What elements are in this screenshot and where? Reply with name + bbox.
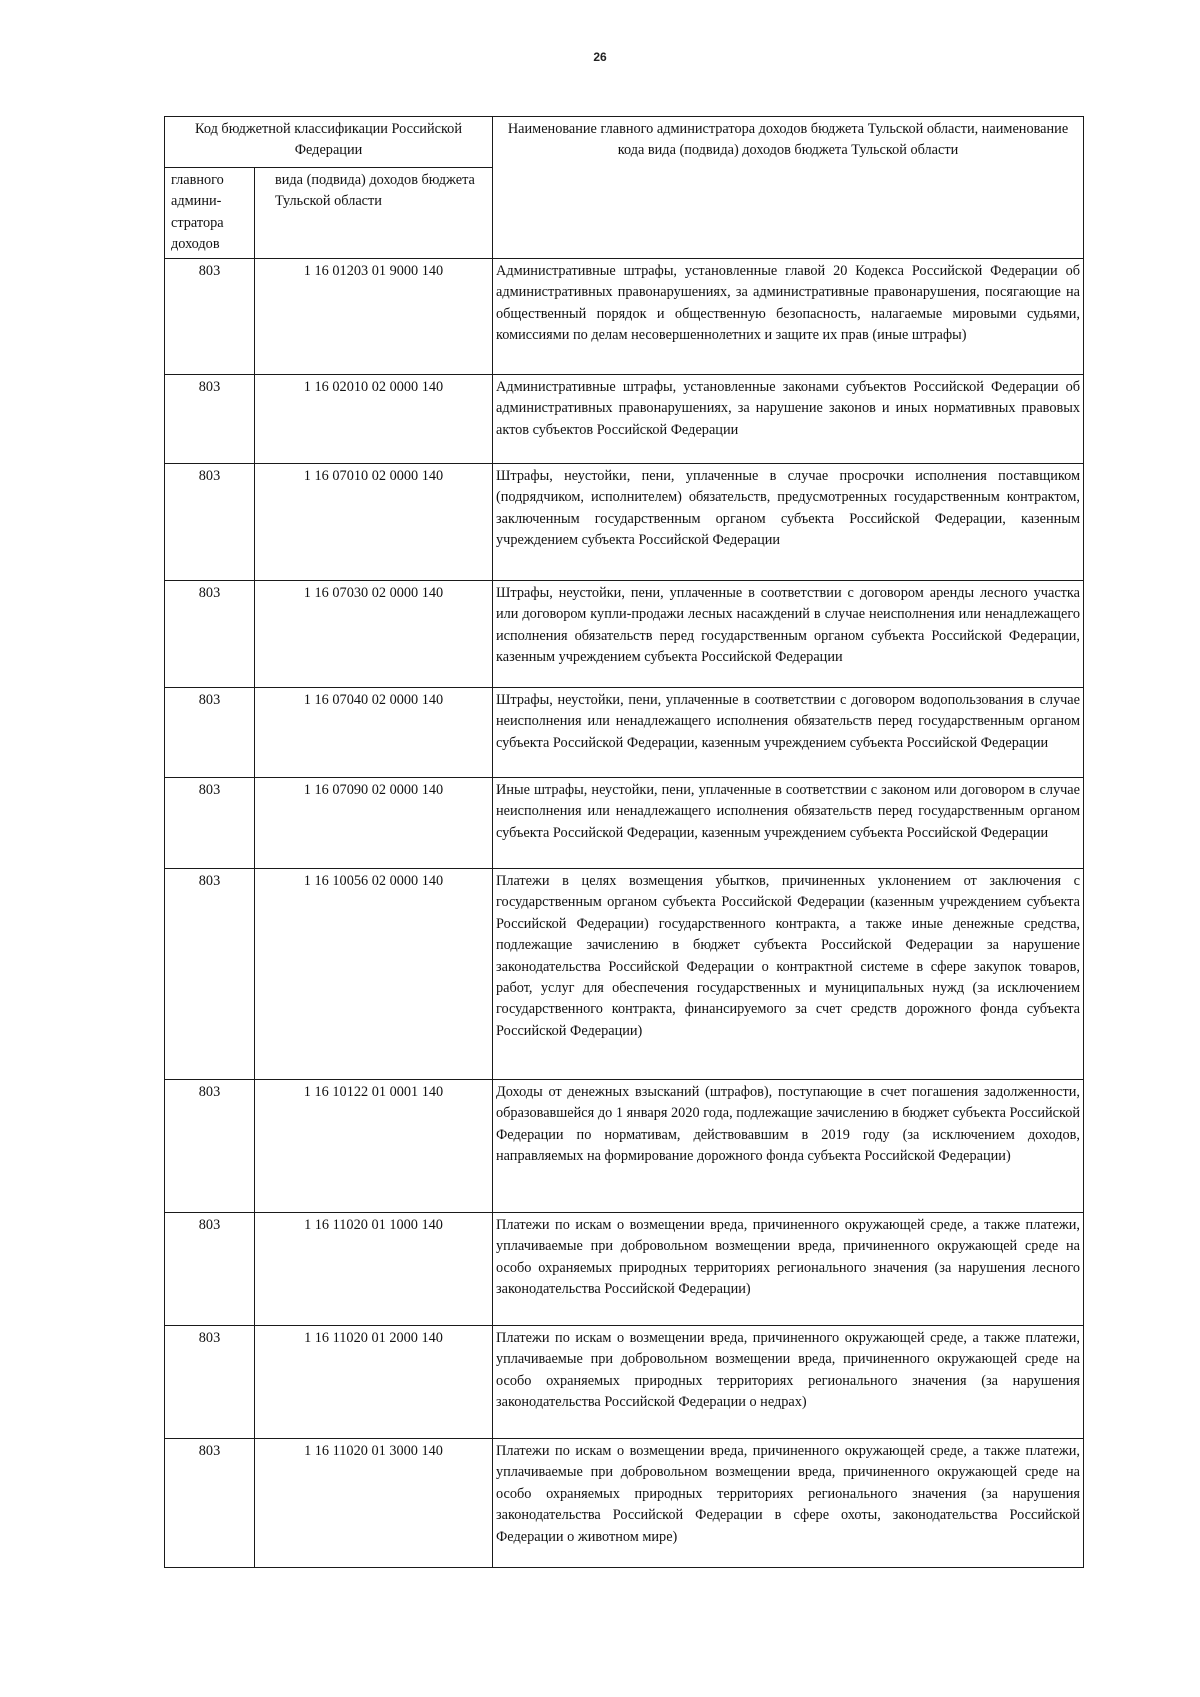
table-row — [165, 581, 1084, 688]
income-code-cell: 1 16 02010 02 0000 140 — [255, 375, 493, 464]
header-code-group: Код бюджетной классификации Российской Федерации — [165, 117, 493, 168]
header-kind-column: вида (подвида) доходов бюджета Тульской области — [255, 168, 493, 259]
table-row — [165, 375, 1084, 464]
table-row — [165, 464, 1084, 581]
admin-code-cell: 803 — [165, 464, 255, 581]
admin-code-cell: 803 — [165, 1326, 255, 1439]
admin-code-cell: 803 — [165, 1439, 255, 1568]
income-code-cell: 1 16 10122 01 0001 140 — [255, 1080, 493, 1213]
income-name-cell: Штрафы, неустойки, пени, уплаченные в соответствии с договором водопользования в случае неисполнения или ненадлежащего исполнения обязательств перед государственным органом субъекта Российской Федерации, казенным учреждением субъекта Российской Федерации — [493, 688, 1084, 778]
income-code-cell: 1 16 07090 02 0000 140 — [255, 778, 493, 869]
income-code-cell: 1 16 01203 01 9000 140 — [255, 259, 493, 375]
income-code-cell: 1 16 10056 02 0000 140 — [255, 869, 493, 1080]
income-name-cell: Платежи по искам о возмещении вреда, причиненного окружающей среде, а также платежи, уплачиваемые при добровольном возмещении вреда, причиненного окружающей среде на особо охраняемых природных территориях регионального значения (за нарушения законодательства Российской Федерации в сфере охоты, законодательства Российской Федерации о животном мире) — [493, 1439, 1084, 1568]
header-admin-column: главного админи-стратора доходов — [165, 168, 255, 259]
income-name-cell: Платежи по искам о возмещении вреда, причиненного окружающей среде, а также платежи, уплачиваемые при добровольном возмещении вреда, причиненного окружающей среде на особо охраняемых природных территориях регионального значения (за нарушения лесного законодательства Российской Федерации) — [493, 1213, 1084, 1326]
table-row — [165, 688, 1084, 778]
income-name-cell: Иные штрафы, неустойки, пени, уплаченные в соответствии с законом или договором в случае неисполнения или ненадлежащего исполнения обязательств перед государственным органом субъекта Российской Федерации, казенным учреждением субъекта Российской Федерации — [493, 778, 1084, 869]
admin-code-cell: 803 — [165, 1213, 255, 1326]
table-row — [165, 1213, 1084, 1326]
admin-code-cell: 803 — [165, 869, 255, 1080]
income-code-cell: 1 16 07010 02 0000 140 — [255, 464, 493, 581]
admin-code-cell: 803 — [165, 259, 255, 375]
income-code-cell: 1 16 11020 01 2000 140 — [255, 1326, 493, 1439]
table-row — [165, 869, 1084, 1080]
table-row — [165, 1326, 1084, 1439]
table-row — [165, 1439, 1084, 1568]
admin-code-cell: 803 — [165, 581, 255, 688]
budget-classification-table — [164, 116, 1084, 1568]
table-row — [165, 259, 1084, 375]
income-name-cell: Административные штрафы, установленные законами субъектов Российской Федерации об административных правонарушениях, за нарушение законов и иных нормативных правовых актов субъектов Российской Федерации — [493, 375, 1084, 464]
admin-code-cell: 803 — [165, 1080, 255, 1213]
header-name-column: Наименование главного администратора доходов бюджета Тульской области, наименование кода вида (подвида) доходов бюджета Тульской области — [493, 117, 1084, 259]
income-code-cell: 1 16 07040 02 0000 140 — [255, 688, 493, 778]
income-name-cell: Платежи в целях возмещения убытков, причиненных уклонением от заключения с государственным органом субъекта Российской Федерации (казенным учреждением субъекта Российской Федерации) государственного контракта, а также иные денежные средства, подлежащие зачислению в бюджет субъекта Российской Федерации за нарушение законодательства Российской Федерации о контрактной системе в сфере закупок товаров, работ, услуг для обеспечения государственных и муниципальных нужд (за исключением государственного контракта, финансируемого за счет средств дорожного фонда субъекта Российской Федерации) — [493, 869, 1084, 1080]
income-name-cell: Штрафы, неустойки, пени, уплаченные в соответствии с договором аренды лесного участка или договором купли-продажи лесных насаждений в случае неисполнения или ненадлежащего исполнения обязательств перед государственным органом субъекта Российской Федерации, казенным учреждением субъекта Российской Федерации — [493, 581, 1084, 688]
income-code-cell: 1 16 11020 01 3000 140 — [255, 1439, 493, 1568]
income-name-cell: Доходы от денежных взысканий (штрафов), поступающие в счет погашения задолженности, образовавшейся до 1 января 2020 года, подлежащие зачислению в бюджет субъекта Российской Федерации по нормативам, действовавшим в 2019 году (за исключением доходов, направляемых на формирование дорожного фонда субъекта Российской Федерации) — [493, 1080, 1084, 1213]
table-header-row — [165, 117, 1084, 168]
income-code-cell: 1 16 07030 02 0000 140 — [255, 581, 493, 688]
admin-code-cell: 803 — [165, 375, 255, 464]
table-row — [165, 1080, 1084, 1213]
page-number: 26 — [593, 50, 607, 64]
table-row — [165, 778, 1084, 869]
admin-code-cell: 803 — [165, 778, 255, 869]
income-code-cell: 1 16 11020 01 1000 140 — [255, 1213, 493, 1326]
admin-code-cell: 803 — [165, 688, 255, 778]
income-name-cell: Платежи по искам о возмещении вреда, причиненного окружающей среде, а также платежи, уплачиваемые при добровольном возмещении вреда, причиненного окружающей среде на особо охраняемых природных территориях регионального значения (за нарушения законодательства Российской Федерации о недрах) — [493, 1326, 1084, 1439]
income-name-cell: Штрафы, неустойки, пени, уплаченные в случае просрочки исполнения поставщиком (подрядчиком, исполнителем) обязательств, предусмотренных государственным контрактом, заключенным государственным органом субъекта Российской Федерации, казенным учреждением субъекта Российской Федерации — [493, 464, 1084, 581]
income-name-cell: Административные штрафы, установленные главой 20 Кодекса Российской Федерации об административных правонарушениях, за административные правонарушения, посягающие на общественный порядок и общественную безопасность, налагаемые мировыми судьями, комиссиями по делам несовершеннолетних и защите их прав (иные штрафы) — [493, 259, 1084, 375]
